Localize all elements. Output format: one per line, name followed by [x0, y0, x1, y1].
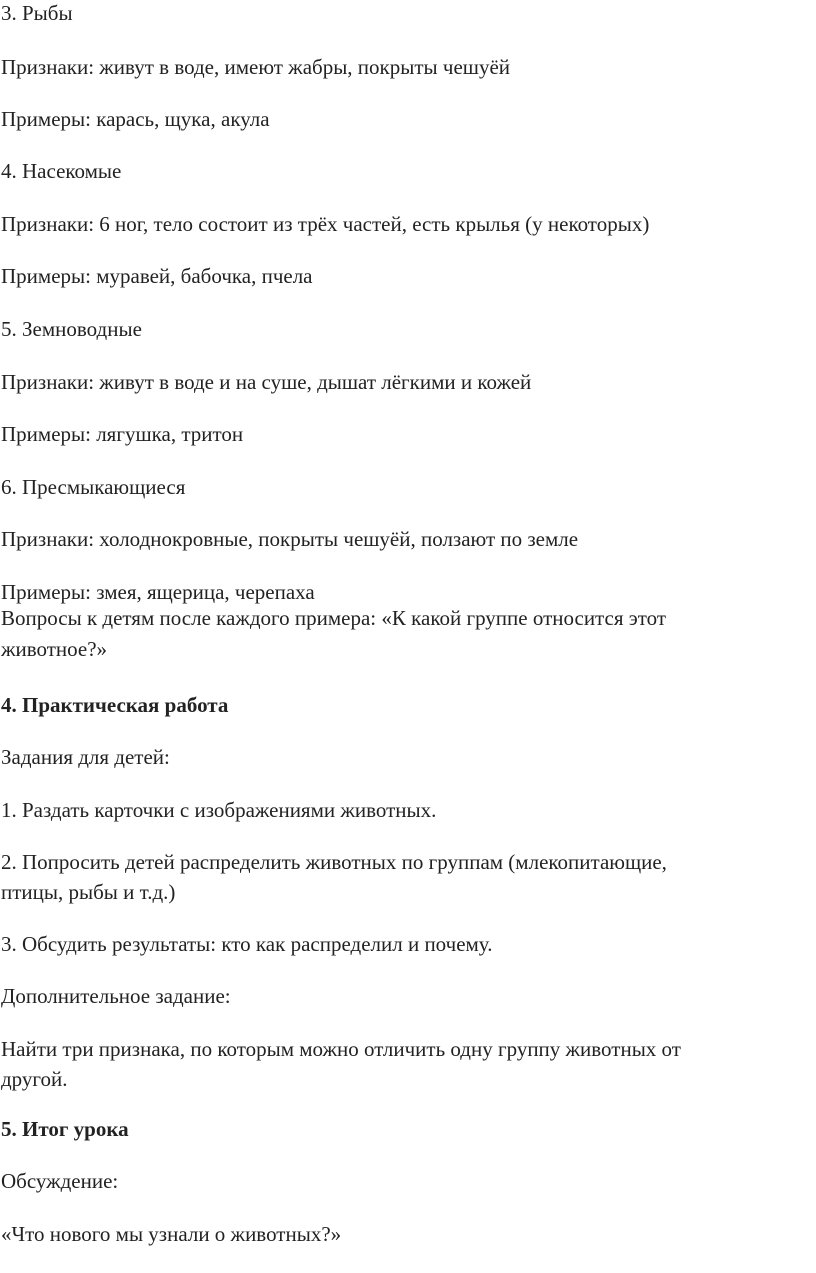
fish-signs: Признаки: живут в воде, имеют жабры, покрыты чешуёй	[1, 55, 511, 79]
extra-task-label: Дополнительное задание:	[1, 984, 231, 1008]
task-2-line-1: 2. Попросить детей распределить животных по группам (млекопитающие,	[1, 850, 667, 874]
fish-examples: Примеры: карась, щука, акула	[1, 107, 270, 131]
amphibians-heading: 5. Земноводные	[1, 317, 142, 341]
reptiles-heading: 6. Пресмыкающиеся	[1, 475, 186, 499]
insects-examples: Примеры: муравей, бабочка, пчела	[1, 264, 313, 288]
amphibians-signs: Признаки: живут в воде и на суше, дышат лёгкими и кожей	[1, 370, 532, 394]
tasks-label: Задания для детей:	[1, 745, 170, 769]
fish-heading: 3. Рыбы	[1, 1, 73, 25]
practical-work-heading: 4. Практическая работа	[1, 693, 229, 717]
task-3: 3. Обсудить результаты: кто как распределил и почему.	[1, 932, 493, 956]
extra-task-line-2: другой.	[1, 1067, 68, 1091]
task-1: 1. Раздать карточки с изображениями животных.	[1, 798, 437, 822]
insects-signs: Признаки: 6 ног, тело состоит из трёх частей, есть крылья (у некоторых)	[1, 212, 650, 236]
questions-line-2: животное?»	[1, 637, 108, 661]
discussion-label: Обсуждение:	[1, 1169, 119, 1193]
insects-heading: 4. Насекомые	[1, 159, 122, 183]
extra-task-line-1: Найти три признака, по которым можно отличить одну группу животных от	[1, 1037, 681, 1061]
reptiles-examples: Примеры: змея, ящерица, черепаха	[1, 580, 315, 604]
reptiles-signs: Признаки: холоднокровные, покрыты чешуёй, ползают по земле	[1, 527, 579, 551]
task-2-line-2: птицы, рыбы и т.д.)	[1, 880, 176, 904]
discussion-question: «Что нового мы узнали о животных?»	[1, 1222, 342, 1246]
amphibians-examples: Примеры: лягушка, тритон	[1, 422, 244, 446]
questions-line-1: Вопросы к детям после каждого примера: «К какой группе относится этот	[1, 606, 667, 630]
lesson-summary-heading: 5. Итог урока	[1, 1117, 129, 1141]
